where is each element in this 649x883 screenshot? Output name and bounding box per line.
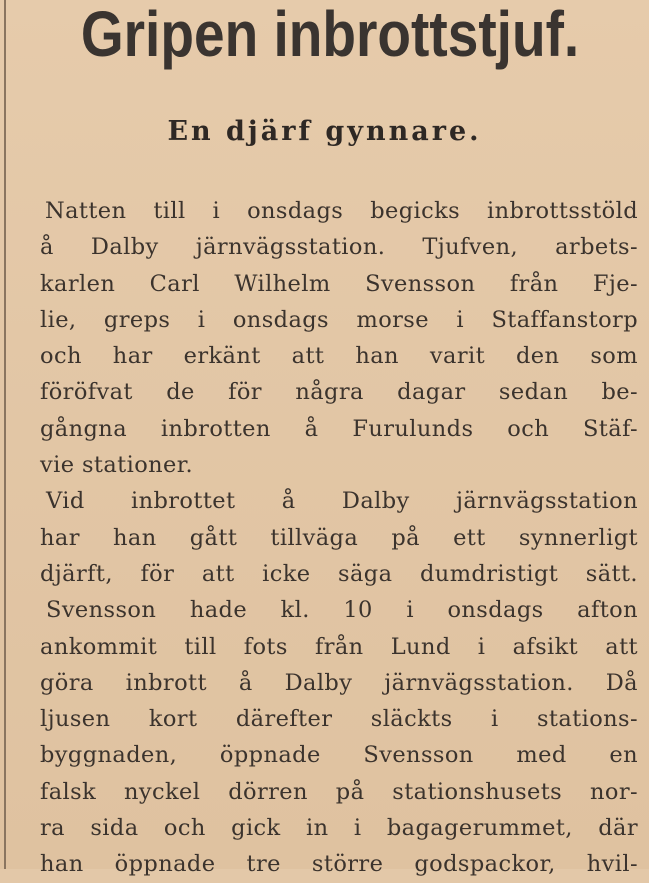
text-line: ankommit till fots från Lund i afsikt att	[40, 633, 638, 660]
headline: Gripen inbrottstjuf.	[80, 0, 580, 70]
article-body	[40, 193, 638, 883]
text-line: Vid inbrottet å Dalby järnvägsstation	[46, 488, 638, 515]
subheadline: En djärf gynnare.	[167, 116, 482, 147]
text-line: byggnaden, öppnade Svensson med en	[40, 742, 638, 769]
text-line: han öppnade tre större godspackor, hvil-	[40, 851, 638, 878]
text-line: gångna inbrotten å Furulunds och Stäf-	[40, 415, 638, 442]
text-line: Natten till i onsdags begicks inbrottsstöld	[45, 198, 638, 224]
text-line: å Dalby järnvägsstation. Tjufven, arbets-	[40, 234, 638, 261]
text-line: karlen Carl Wilhelm Svensson från Fje-	[40, 270, 638, 297]
text-line: vie stationer.	[40, 452, 194, 479]
text-line: djärft, för att icke säga dumdristigt sätt.	[40, 560, 638, 587]
text-line: föröfvat de för några dagar sedan be-	[40, 379, 638, 406]
text-line: ra sida och gick in i bagagerummet, där	[40, 815, 638, 842]
text-line: har han gått tillväga på ett synnerligt	[40, 524, 638, 551]
text-line: lie, greps i onsdags morse i Staffanstorp	[40, 306, 638, 333]
text-line: falsk nyckel dörren på stationshusets nor-	[40, 778, 638, 805]
text-line: och har erkänt att han varit den som	[40, 343, 638, 370]
text-line: Svensson hade kl. 10 i onsdags afton	[46, 597, 638, 624]
text-line: göra inbrott å Dalby järnvägsstation. Då	[40, 669, 638, 696]
text-line: ljusen kort därefter släckts i stations-	[40, 706, 638, 733]
